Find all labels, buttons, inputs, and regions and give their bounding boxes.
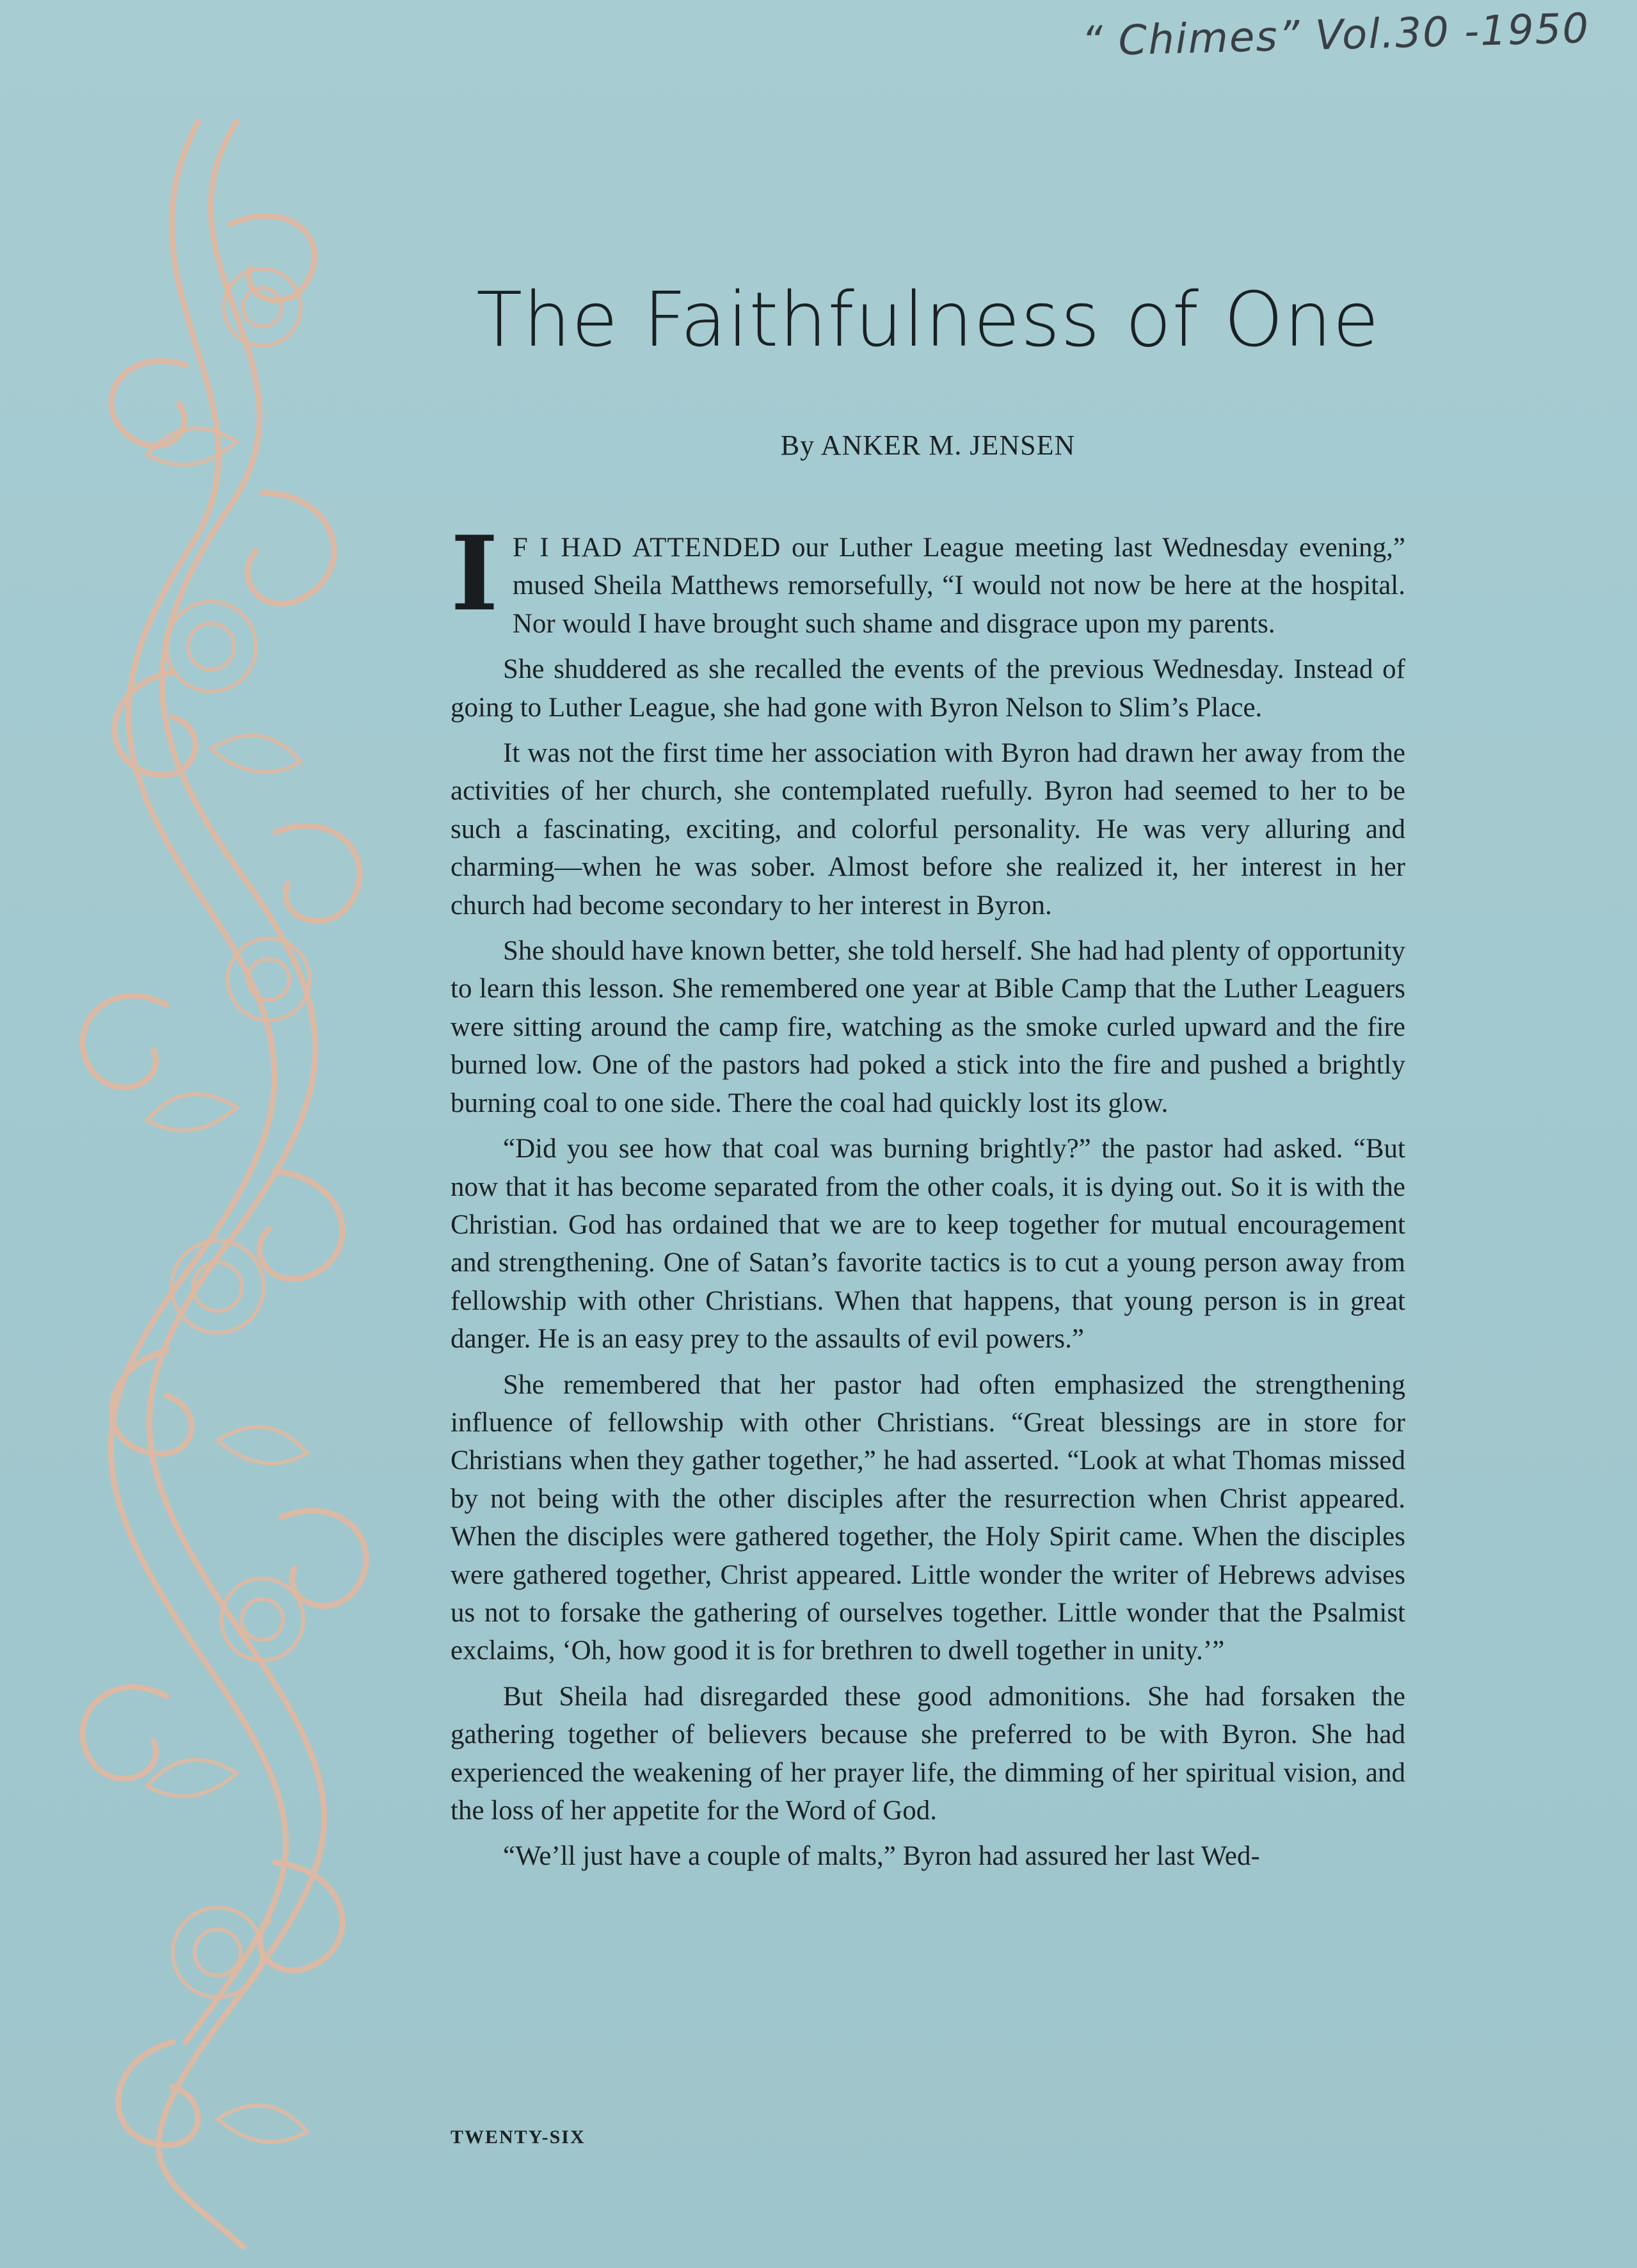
paragraph: “Did you see how that coal was burning brightly?” the pastor had asked. “But now that it has become separated from the other coals, it is dying out. So it is with the Christian. God has ordained that we are to keep together for mutual encouragement and strengthening. One of Satan’s favorite tactics is to cut a young person away from fellowship with other Christians. When that happens, that young person is in great danger. He is an easy prey to the assaults of evil powers.” xyxy=(451,1134,1405,1355)
article-byline: By ANKER M. JENSEN xyxy=(780,430,1076,461)
paragraph: “We’ll just have a couple of malts,” Byron had assured her last Wed- xyxy=(503,1841,1260,1872)
opening-paragraph xyxy=(451,513,1405,643)
paragraph: But Sheila had disregarded these good admonitions. She had forsaken the gathering together of believers because she preferred to be with Byron. She had experienced the weakening of her prayer life, the dimming of her spiritual vision, and the loss of her appetite for the Word of God. xyxy=(451,1681,1405,1826)
article-body xyxy=(451,513,1405,1883)
opening-text: our Luther League meeting last Wednesday evening,” mused Sheila Matthews remorsefully, “I would not now be here at the hospital. Nor would I have brought such shame and disgrace upon my parents. xyxy=(512,533,1405,639)
paragraph: She should have known better, she told herself. She had had plenty of opportunity to learn this lesson. She remembered one year at Bible Camp that the Luther Leaguers were sitting around the camp fire, watching as the smoke curled upward and the fire burned low. One of the pastors had poked a stick into the fire and pushed a brightly burning coal to one side. There the coal had quickly lost its glow. xyxy=(451,936,1405,1118)
opening-lead-in: F I HAD ATTENDED xyxy=(512,533,781,563)
article-title: The Faithfulness of One xyxy=(476,275,1380,364)
paragraph: She remembered that her pastor had often emphasized the strengthening influence of fellowship with other Christians. “Great blessings are in store for Christians when they gather together,” he had asserted. “Look at what Thomas missed by not being with the other disciples after the resurrection when Christ appeared. When the disciples were gathered together, the Holy Spirit came. When the disciples were gathered together, Christ appeared. Little wonder the writer of Hebrews advises us not to forsake the gathering of ourselves together. Little wonder that the Psalmist exclaims, ‘Oh, how good it is for brethren to dwell together in unity.’” xyxy=(451,1369,1405,1666)
handwritten-annotation: “ Chimes” Vol.30 -1950 xyxy=(1081,4,1590,66)
floral-border-ornament xyxy=(70,96,403,2260)
page-number: TWENTY-SIX xyxy=(451,2127,586,2148)
drop-cap: I xyxy=(451,513,499,634)
paragraph: It was not the first time her association with Byron had drawn her away from the activities of her church, she contemplated ruefully. Byron had seemed to her to be such a fascinating, exciting, and colorful personality. He was very alluring and charming—when he was sober. Almost before she realized it, her interest in her church had become secondary to her interest in Byron. xyxy=(451,738,1405,921)
paragraph: She shuddered as she recalled the events of the previous Wednesday. Instead of going to Luther League, she had gone with Byron Nelson to Slim’s Place. xyxy=(451,654,1405,723)
